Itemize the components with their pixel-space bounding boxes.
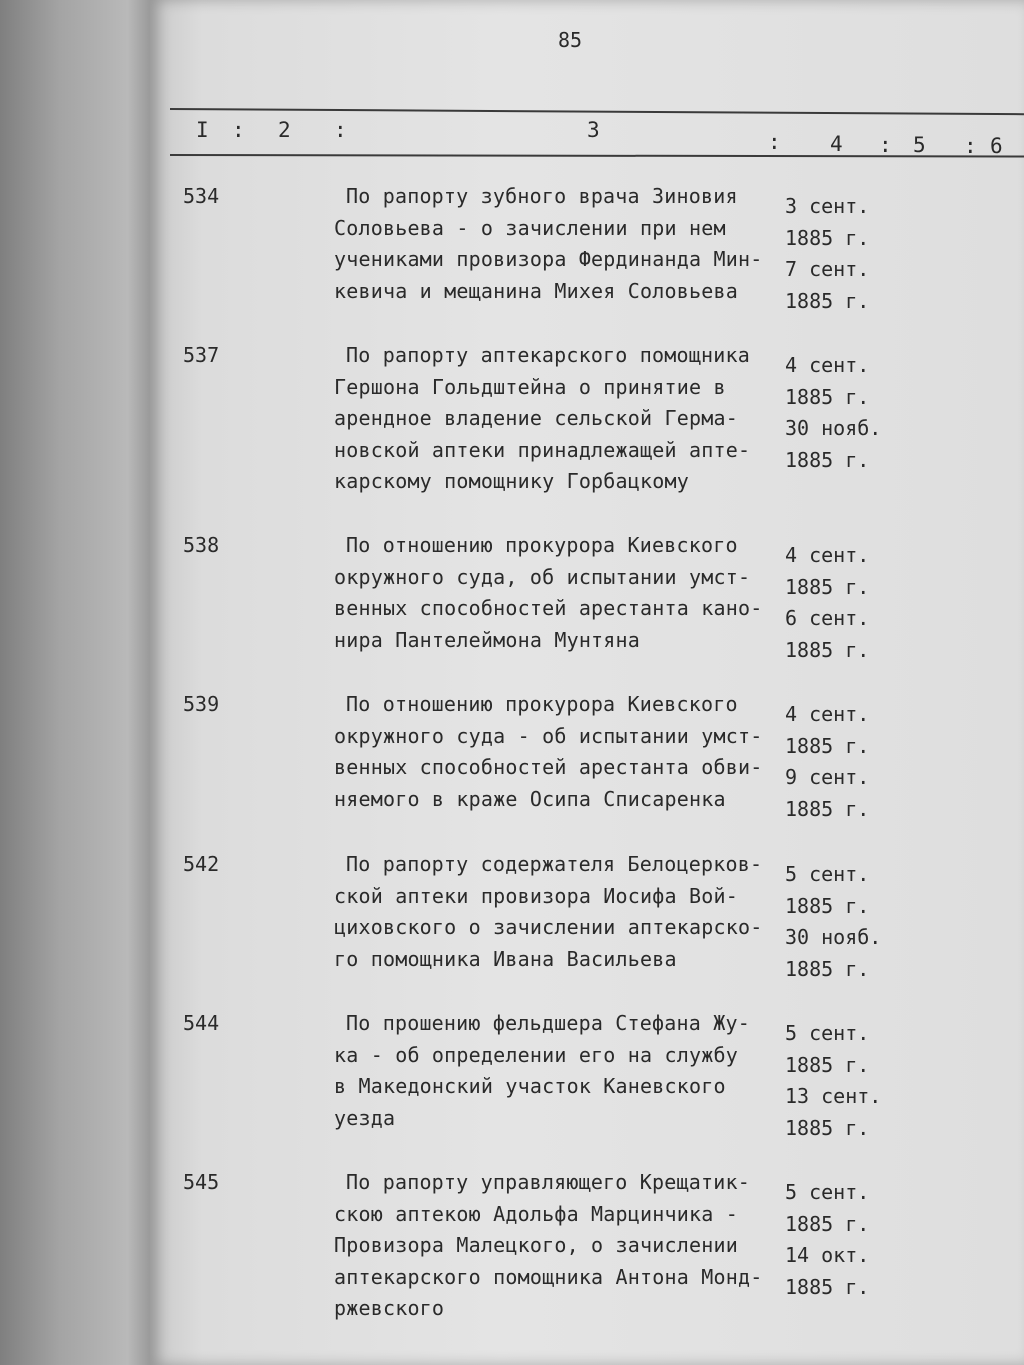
entry-date: 5 сент. (785, 862, 870, 886)
entry-text-line: няемого в краже Осипа Списаренка (334, 786, 726, 811)
facing-page-edge (0, 0, 150, 1365)
entry-number: 538 (183, 533, 220, 557)
entry-text-line: го помощника Ивана Васильева (334, 946, 677, 971)
entry-date: 7 сент. (785, 257, 870, 281)
entry-date: 1885 г. (785, 796, 870, 821)
entry-date: 1885 г. (785, 225, 870, 250)
entry-date: 1885 г. (785, 956, 870, 981)
entry-date: 13 сент. (785, 1084, 882, 1108)
entry-text-line: в Македонский участок Каневского (334, 1074, 726, 1098)
entry-date: 1885 г. (785, 574, 870, 599)
entry-date: 1885 г. (785, 288, 870, 313)
entry-text-line: По рапорту управляющего Крещатик- (346, 1170, 750, 1194)
column-header-1: I (196, 118, 209, 142)
column-header-2: 2 (278, 118, 291, 142)
column-separator: : (768, 130, 781, 154)
entry-date: 14 окт. (785, 1243, 870, 1267)
entry-date: 30 нояб. (785, 925, 882, 949)
page-number: 85 (558, 28, 583, 52)
column-separator: : (232, 118, 245, 142)
entry-text-line: По рапорту содержателя Белоцерков- (346, 852, 763, 876)
entry-text-line: Гершона Гольдштейна о принятие в (334, 374, 726, 399)
entry-number: 539 (183, 692, 220, 716)
entry-text-line: По рапорту аптекарского помощника (346, 343, 750, 367)
entry-text-line: карскому помощнику Горбацкому (334, 469, 689, 493)
entry-date: 4 сент. (785, 702, 870, 726)
entry-text-line: ской аптеки провизора Иосифа Вой- (334, 883, 738, 908)
column-header-5: 5 (913, 133, 926, 157)
entry-text-line: аптекарского помощника Антона Монд- (334, 1264, 763, 1289)
entry-date: 5 сент. (785, 1021, 870, 1045)
entry-text-line: ржевского (334, 1296, 445, 1320)
entry-date: 1885 г. (785, 637, 870, 662)
column-separator: : (964, 134, 977, 158)
entry-date: 1885 г. (785, 384, 870, 409)
entry-date: 1885 г. (785, 733, 870, 758)
entry-text-line: По отношению прокурора Киевского (346, 692, 738, 716)
entry-date: 3 сент. (785, 194, 870, 218)
entry-date: 1885 г. (785, 1274, 870, 1299)
column-separator: : (879, 133, 892, 157)
column-header-4: 4 (830, 132, 843, 156)
entry-text-line: окружного суда - об испытании умст- (334, 723, 763, 748)
entry-text-line: По рапорту зубного врача Зиновия (346, 184, 738, 208)
column-separator: : (334, 118, 347, 142)
entry-number: 537 (183, 343, 220, 367)
entry-date: 1885 г. (785, 447, 870, 472)
entry-text-line: окружного суда, об испытании умст- (334, 564, 751, 589)
entry-text-line: нира Пантелеймона Мунтяна (334, 627, 641, 652)
entry-number: 542 (183, 852, 220, 876)
entry-number: 545 (183, 1170, 220, 1194)
entry-date: 1885 г. (785, 893, 870, 918)
entry-text-line: Провизора Малецкого, о зачислении (334, 1233, 738, 1257)
entry-date: 4 сент. (785, 543, 870, 567)
entry-text-line: уезда (334, 1105, 396, 1130)
entry-date: 5 сент. (785, 1180, 870, 1204)
entry-date: 30 нояб. (785, 416, 882, 440)
entry-date: 4 сент. (785, 353, 870, 377)
entry-text-line: венных способностей арестанта кано- (334, 596, 763, 620)
column-header-3: 3 (587, 118, 600, 142)
entry-text-line: венных способностей арестанта обви- (334, 755, 763, 779)
entry-text-line: учениками провизора Фердинанда Мин- (334, 247, 763, 271)
entry-date: 1885 г. (785, 1052, 870, 1077)
entry-text-line: Соловьева - о зачислении при нем (334, 215, 726, 240)
entry-date: 1885 г. (785, 1115, 870, 1140)
entry-text-line: скою аптекою Адольфа Марцинчика - (334, 1201, 738, 1226)
entry-text-line: арендное владение сельской Герма- (334, 406, 738, 430)
entry-text-line: По отношению прокурора Киевского (346, 533, 738, 557)
entry-date: 6 сент. (785, 606, 870, 630)
entry-number: 534 (183, 184, 220, 208)
entry-date: 9 сент. (785, 765, 870, 789)
entry-number: 544 (183, 1011, 220, 1035)
entry-text-line: новской аптеки принадлежащей апте- (334, 437, 751, 462)
entry-date: 1885 г. (785, 1211, 870, 1236)
column-header-6: 6 (990, 134, 1003, 158)
entry-text-line: кевича и мещанина Михея Соловьева (334, 278, 738, 303)
entry-text-line: циховского о зачислении аптекарско- (334, 915, 763, 939)
entry-text-line: ка - об определении его на службу (334, 1042, 738, 1067)
entry-text-line: По прошению фельдшера Стефана Жу- (346, 1011, 750, 1035)
